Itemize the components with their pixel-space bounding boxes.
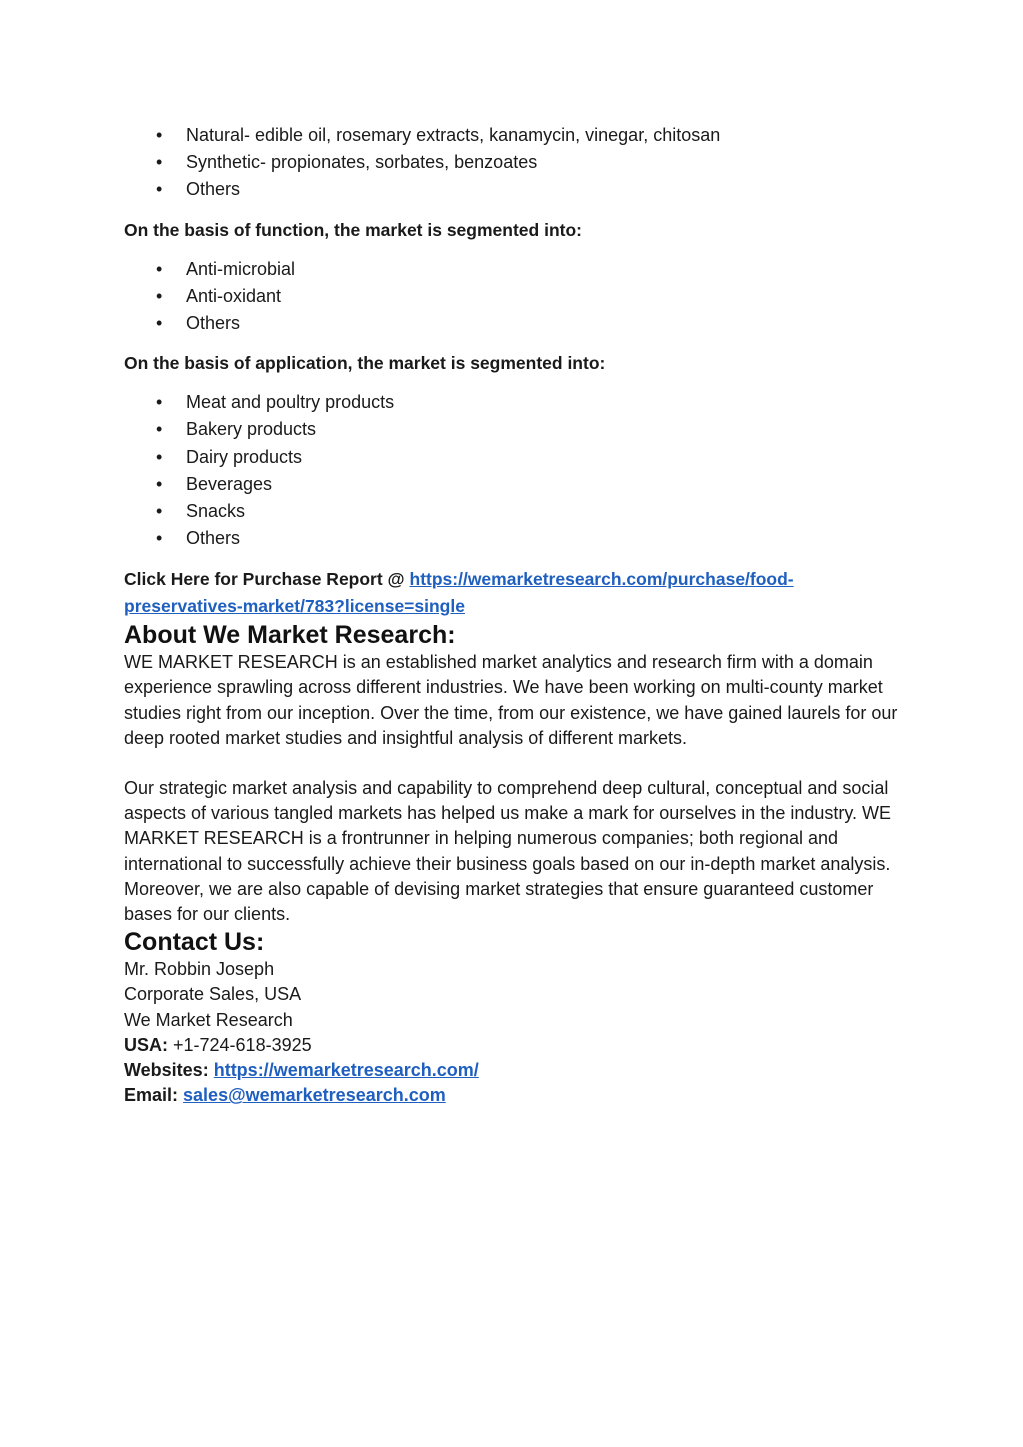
contact-website <box>124 1058 904 1083</box>
contact-name: Mr. Robbin Joseph <box>124 959 275 980</box>
website-link[interactable]: https://wemarketresearch.com/ <box>213 1060 479 1081</box>
contact-role: Corporate Sales, USA <box>124 984 302 1005</box>
contact-heading: Contact Us: <box>124 928 265 957</box>
phone-label: USA: <box>124 1034 168 1055</box>
bullet: • <box>156 125 163 145</box>
list-item: • Anti-microbial <box>186 256 904 283</box>
email-label: Email: <box>124 1085 184 1106</box>
list-item: • Bakery products <box>186 416 904 443</box>
bullet: • <box>156 419 163 440</box>
bullet: • <box>156 312 163 333</box>
bullet: • <box>156 258 163 279</box>
type-list <box>124 122 904 204</box>
list-item: • Snacks <box>186 498 904 525</box>
list-item: • Beverages <box>186 471 904 498</box>
function-heading: On the basis of function, the market is segmented into: <box>124 219 582 240</box>
email-link[interactable]: sales@wemarketresearch.com <box>183 1085 446 1106</box>
application-heading: On the basis of application, the market is segmented into: <box>124 353 606 374</box>
bullet: • <box>156 179 163 200</box>
about-paragraph: Our strategic market analysis and capability to comprehend deep cultural, conceptual and social aspects of various tangled markets has helped us make a mark for ourselves in the industry. WE MARKET RESEARCH is a frontrunner in helping numerous companies; both regional and international to successfully achieve their business goals based on our in-depth market analysis. Moreover, we are also capable of devising market strategies that ensure guaranteed customer bases for our clients. <box>124 778 892 925</box>
bullet: • <box>156 285 163 306</box>
list-item: • Others <box>186 310 904 337</box>
website-label: Websites: <box>124 1060 214 1081</box>
list-item: • Others <box>186 176 904 203</box>
list-item: • Synthetic- propionates, sorbates, benzoates <box>186 149 904 176</box>
bullet: • <box>156 500 163 521</box>
bullet: • <box>156 528 163 549</box>
bullet: • <box>156 392 163 413</box>
application-list <box>124 389 904 552</box>
phone-number: +1-724-618-3925 <box>168 1034 312 1055</box>
contact-phone <box>124 1033 904 1058</box>
bullet: • <box>156 473 163 494</box>
list-item: • Meat and poultry products <box>186 389 904 416</box>
list-item: • Natural- edible oil, rosemary extracts, kanamycin, vinegar, chitosan <box>186 122 904 149</box>
bullet: • <box>156 152 163 173</box>
document-page <box>124 122 904 1109</box>
list-item: • Anti-oxidant <box>186 283 904 310</box>
list-item: • Dairy products <box>186 444 904 471</box>
about-heading: About We Market Research: <box>124 621 456 650</box>
contact-company: We Market Research <box>124 1009 293 1030</box>
purchase-report-link[interactable]: https://wemarketresearch.com/purchase/food-preservatives-market/783?license=single <box>124 569 794 617</box>
contact-email <box>124 1083 904 1108</box>
function-list <box>124 256 904 338</box>
purchase-label: Click Here for Purchase Report @ <box>124 569 410 590</box>
purchase-line <box>124 566 904 620</box>
bullet: • <box>156 446 163 467</box>
about-paragraph: WE MARKET RESEARCH is an established market analytics and research firm with a domain experience sprawling across different industries. We have been working on multi-county market studies right from our inception. Over the time, from our existence, we have gained laurels for our deep rooted market studies and insightful analysis of different markets. <box>124 652 898 748</box>
list-item: • Others <box>186 525 904 552</box>
